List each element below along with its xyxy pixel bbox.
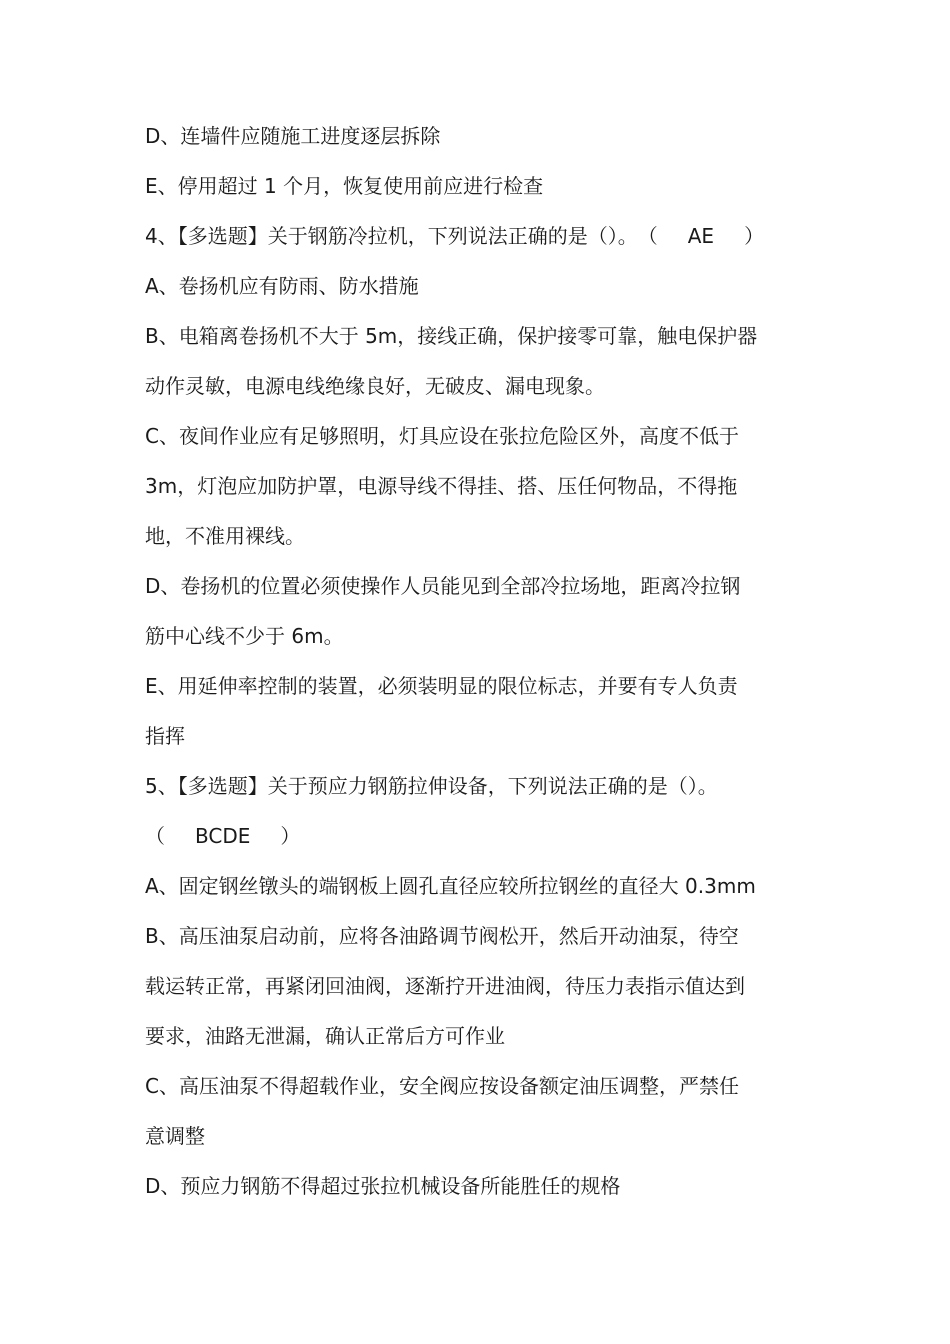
document-content <box>145 111 815 1211</box>
q4-option-b-line1 <box>145 311 815 361</box>
q4-option-e-line1 <box>145 661 815 711</box>
line-text: C、高压油泵不得超载作业，安全阀应按设备额定油压调整，严禁任 <box>145 1074 739 1098</box>
q4-option-e-line2 <box>145 711 815 761</box>
line-text: D、卷扬机的位置必须使操作人员能见到全部冷拉场地，距离冷拉钢 <box>145 574 741 598</box>
answer-bracket-q4 <box>638 211 764 261</box>
option-e-prev <box>145 161 815 211</box>
answer-q5: BCDE <box>195 824 251 848</box>
bracket-close: ） <box>744 224 765 248</box>
q4-option-c-line3 <box>145 511 815 561</box>
q5-option-b-line1 <box>145 911 815 961</box>
q4-option-c-line1 <box>145 411 815 461</box>
line-text: 意调整 <box>145 1124 205 1148</box>
answer-q4: AE <box>687 224 715 248</box>
q4-option-d-line2 <box>145 611 815 661</box>
bracket-close: ） <box>280 824 301 848</box>
q5-option-c-line1 <box>145 1061 815 1111</box>
line-text: B、高压油泵启动前，应将各油路调节阀松开，然后开动油泵，待空 <box>145 924 739 948</box>
bracket-open: （ <box>637 224 658 248</box>
line-text: D、预应力钢筋不得超过张拉机械设备所能胜任的规格 <box>145 1174 621 1198</box>
q5-option-c-line2 <box>145 1111 815 1161</box>
line-text: 载运转正常，再紧闭回油阀，逐渐拧开进油阀，待压力表指示值达到 <box>145 974 745 998</box>
question-4 <box>145 211 815 261</box>
line-text: 地，不准用裸线。 <box>145 524 305 548</box>
q5-option-b-line3 <box>145 1011 815 1061</box>
line-text: 3m，灯泡应加防护罩，电源导线不得挂、搭、压任何物品，不得拖 <box>145 474 738 498</box>
question-4-text: 4、【多选题】关于钢筋冷拉机，下列说法正确的是（）。 <box>145 224 638 248</box>
line-text: B、电箱离卷扬机不大于 5m，接线正确，保护接零可靠，触电保护器 <box>145 324 758 348</box>
q5-option-a <box>145 861 815 911</box>
bracket-open: （ <box>145 824 165 848</box>
line-text: E、停用超过 1 个月，恢复使用前应进行检查 <box>145 174 544 198</box>
option-d-prev <box>145 111 815 161</box>
q4-option-c-line2 <box>145 461 815 511</box>
q4-option-d-line1 <box>145 561 815 611</box>
line-text: D、连墙件应随施工进度逐层拆除 <box>145 124 441 148</box>
line-text: A、卷扬机应有防雨、防水措施 <box>145 274 419 298</box>
q5-option-d <box>145 1161 815 1211</box>
line-text: 筋中心线不少于 6m。 <box>145 624 344 648</box>
line-text: E、用延伸率控制的装置，必须装明显的限位标志，并要有专人负责 <box>145 674 738 698</box>
q4-option-b-line2 <box>145 361 815 411</box>
line-text: 动作灵敏，电源电线绝缘良好，无破皮、漏电现象。 <box>145 374 605 398</box>
line-text: C、夜间作业应有足够照明，灯具应设在张拉危险区外，高度不低于 <box>145 424 739 448</box>
q5-option-b-line2 <box>145 961 815 1011</box>
answer-bracket-q5 <box>145 811 815 861</box>
q4-option-a <box>145 261 815 311</box>
question-5 <box>145 761 815 811</box>
line-text: 要求，油路无泄漏，确认正常后方可作业 <box>145 1024 505 1048</box>
line-text: 指挥 <box>145 724 185 748</box>
question-5-text: 5、【多选题】关于预应力钢筋拉伸设备，下列说法正确的是（）。 <box>145 774 718 798</box>
line-text: A、固定钢丝镦头的端钢板上圆孔直径应较所拉钢丝的直径大 0.3mm <box>145 874 756 898</box>
